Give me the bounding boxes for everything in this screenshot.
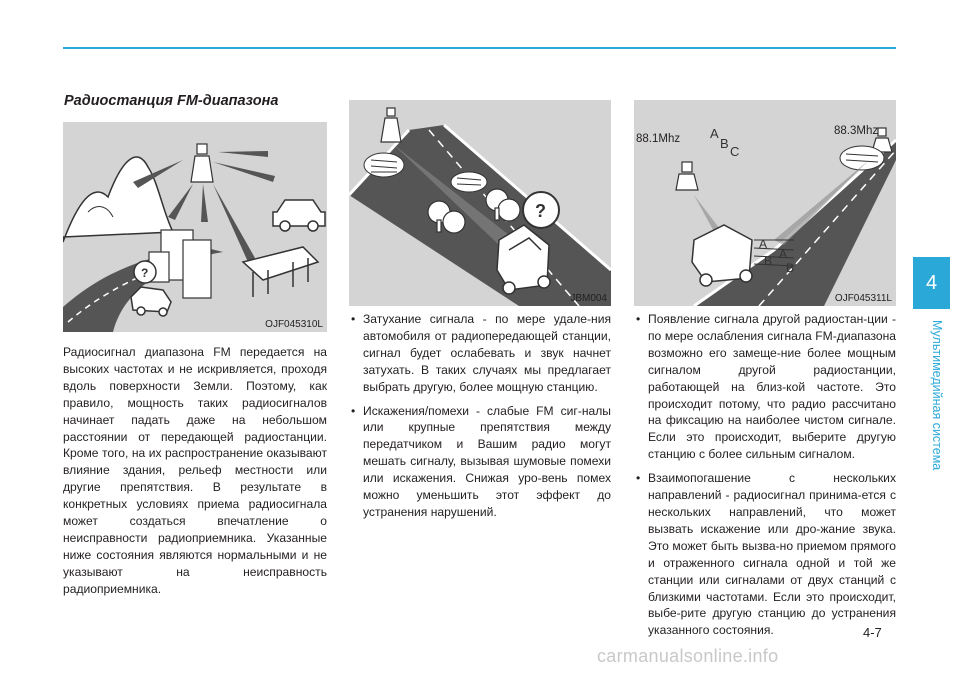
chapter-tab-label: Мультимедийная система (930, 320, 944, 471)
letter-a: A (710, 126, 719, 141)
figure-code: OJF045310L (265, 319, 323, 330)
bullet-station-swapping: • Появление сигнала другой радиостан-ции - по мере ослабления сигнала FM-диапазона возможно его замеще-ние более мощным сигналом другой радиостанции, работающей на близ-кой частоте. Это происходит потому, что радио рассчитано на фиксацию на наиболее чистом сигнале. Если это происходит, выберите другую станцию с более сильным сигналом. (634, 311, 896, 463)
figure-fm-propagation (63, 122, 327, 332)
bullet-distortion: • Искажения/помехи - слабые FM сиг-налы или крупные препятствия между передатчиком и Вашим радио могут мешать сигналу, вызывая шумовые помехи или искажения. Снижая уро-вень помех можно уменьшить этот эффект до устранения нарушений. (349, 403, 611, 521)
letter-b: B (720, 136, 729, 151)
question-marker: ? (535, 201, 546, 221)
figure-station-switch (634, 100, 896, 306)
svg-text:A: A (759, 237, 768, 251)
bullets-column-3 (634, 311, 896, 646)
figure-signal-fade (349, 100, 611, 306)
top-rule (63, 47, 896, 49)
freq-label-left: 88.1Mhz (636, 133, 681, 145)
page-number: 4-7 (863, 625, 882, 640)
svg-text:B: B (786, 261, 795, 275)
signal-fade-illustration (349, 100, 611, 306)
svg-text:A: A (779, 247, 788, 261)
letter-c: C (730, 144, 740, 159)
bullet-fading: • Затухание сигнала - по мере удале-ния автомобиля от радиопередающей станции, сигнал будет ослабевать и звук начнет затухать. В таких случаях мы предлагает выбрать другую, более мощную станцию. (349, 311, 611, 396)
question-marker: ? (141, 266, 149, 280)
svg-text:B: B (764, 254, 773, 268)
bullet-multipath: • Взаимопогашение с нескольких направлений - радиосигнал принима-ется с нескольких направлений, что может вызвать искажение или дро-жание звука. Это может быть вызва-но приемом прямого и отраженного сигнала одной и той же станции или сигналами от двух станций с близкими частотами. Если это происходит, выбе-рите другую станцию до устранения указанного состояния. (634, 470, 896, 639)
intro-paragraph (63, 344, 327, 598)
chapter-tab-number: 4 (913, 257, 950, 309)
station-switch-illustration (634, 100, 896, 306)
freq-label-right: 88.3Mhz (834, 125, 879, 137)
fm-propagation-illustration (63, 122, 327, 332)
watermark: carmanualsonline.info (597, 646, 779, 666)
figure-code: JBM004 (570, 293, 607, 304)
intro-text: Радиосигнал диапазона FM передается на высоких частотах и не искривляется, проходя вдоль поверхности Земли. Поэтому, как правило, мощность таких радиосигналов начинает падать даже на небольшом расстоянии от передающей радиостанции. Кроме того, на их распространение оказывают влияние здания, рельеф местности или другие препятствия. В результате в конкретных условиях приема радиосигнала может создаться впечатление о неисправности радиоприемника. Указанные ниже состояния являются нормальными и не указывают на неисправность радиоприемника. (63, 345, 327, 596)
figure-code: OJF045311L (834, 293, 892, 304)
section-title: Радиостанция FM-диапазона (64, 93, 279, 109)
bullets-column-2 (349, 311, 611, 528)
